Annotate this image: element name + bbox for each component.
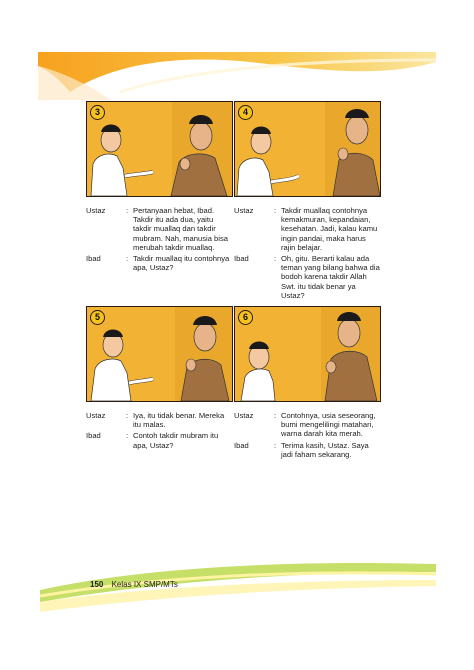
panel-5-number-badge: 5 — [90, 310, 105, 325]
dialogue-text: Pertanyaan hebat, Ibad. Takdir itu ada dua, yaitu takdir muallaq dan takdir mubram. Nah, manusia bisa merubah takdir muallaq. — [133, 206, 228, 252]
colon-separator: : — [274, 206, 277, 215]
header-wave-decoration — [0, 0, 474, 100]
dialogue-text: Takdir muallaq contohnya kemakmuran, kepandaian, kesehatan. Jadi, kalau kamu ingin pandai, maka harus rajin belajar. — [281, 206, 378, 252]
speaker-name: Ibad — [86, 254, 101, 264]
book-title: Kelas IX SMP/MTs — [111, 580, 178, 589]
dialogue-text: Iya, itu tidak benar. Mereka itu malas. — [133, 411, 225, 430]
colon-separator: : — [126, 254, 129, 264]
speaker-name: Ibad — [86, 431, 101, 441]
panel-5-dialogue — [86, 411, 232, 452]
dialogue-line — [86, 254, 232, 272]
panel-3-illustration — [87, 102, 232, 196]
dialogue-text: Contoh takdir mubram itu apa, Ustaz? — [133, 431, 219, 450]
panel-4-illustration — [235, 102, 380, 196]
comic-panel-6 — [234, 306, 381, 402]
panel-5-illustration — [87, 307, 232, 401]
page-footer — [90, 580, 178, 589]
speaker-name: Ustaz — [234, 206, 254, 215]
colon-separator: : — [126, 411, 129, 420]
comic-panel-3 — [86, 101, 233, 197]
dialogue-line — [234, 441, 380, 459]
panel-6-illustration — [235, 307, 380, 401]
dialogue-text: Contohnya, usia seseorang, bumi mengelilingi matahari, warna darah kita merah. — [281, 411, 376, 439]
page-number: 150 — [90, 580, 104, 589]
dialogue-line — [234, 254, 380, 300]
panel-4-number-badge: 4 — [238, 105, 253, 120]
panel-3-number-badge: 3 — [90, 105, 105, 120]
panel-6-dialogue — [234, 411, 380, 461]
speaker-name: Ibad — [234, 254, 249, 264]
dialogue-text: Oh, gitu. Berarti kalau ada teman yang bilang bahwa dia bodoh karena takdir Allah Swt. itu tidak benar ya Ustaz? — [281, 254, 380, 300]
dialogue-line — [86, 206, 232, 252]
speaker-name: Ustaz — [234, 411, 254, 420]
panel-6-number-badge: 6 — [238, 310, 253, 325]
panel-3-dialogue — [86, 206, 232, 274]
comic-panel-5 — [86, 306, 233, 402]
colon-separator: : — [274, 440, 277, 450]
speaker-name: Ibad — [234, 440, 249, 450]
colon-separator: : — [274, 254, 277, 264]
speaker-name: Ustaz — [86, 411, 106, 420]
dialogue-line — [86, 431, 232, 449]
dialogue-line — [234, 411, 380, 439]
dialogue-line — [86, 411, 232, 429]
dialogue-line — [234, 206, 380, 252]
dialogue-text: Terima kasih, Ustaz. Saya jadi faham sekarang. — [281, 440, 369, 459]
comic-panel-4 — [234, 101, 381, 197]
dialogue-text: Takdir muallaq itu contohnya apa, Ustaz? — [133, 254, 230, 273]
speaker-name: Ustaz — [86, 206, 106, 215]
panel-4-dialogue — [234, 206, 380, 302]
colon-separator: : — [126, 206, 129, 215]
colon-separator: : — [274, 411, 277, 420]
colon-separator: : — [126, 431, 129, 441]
footer-wave-decoration — [0, 550, 474, 620]
